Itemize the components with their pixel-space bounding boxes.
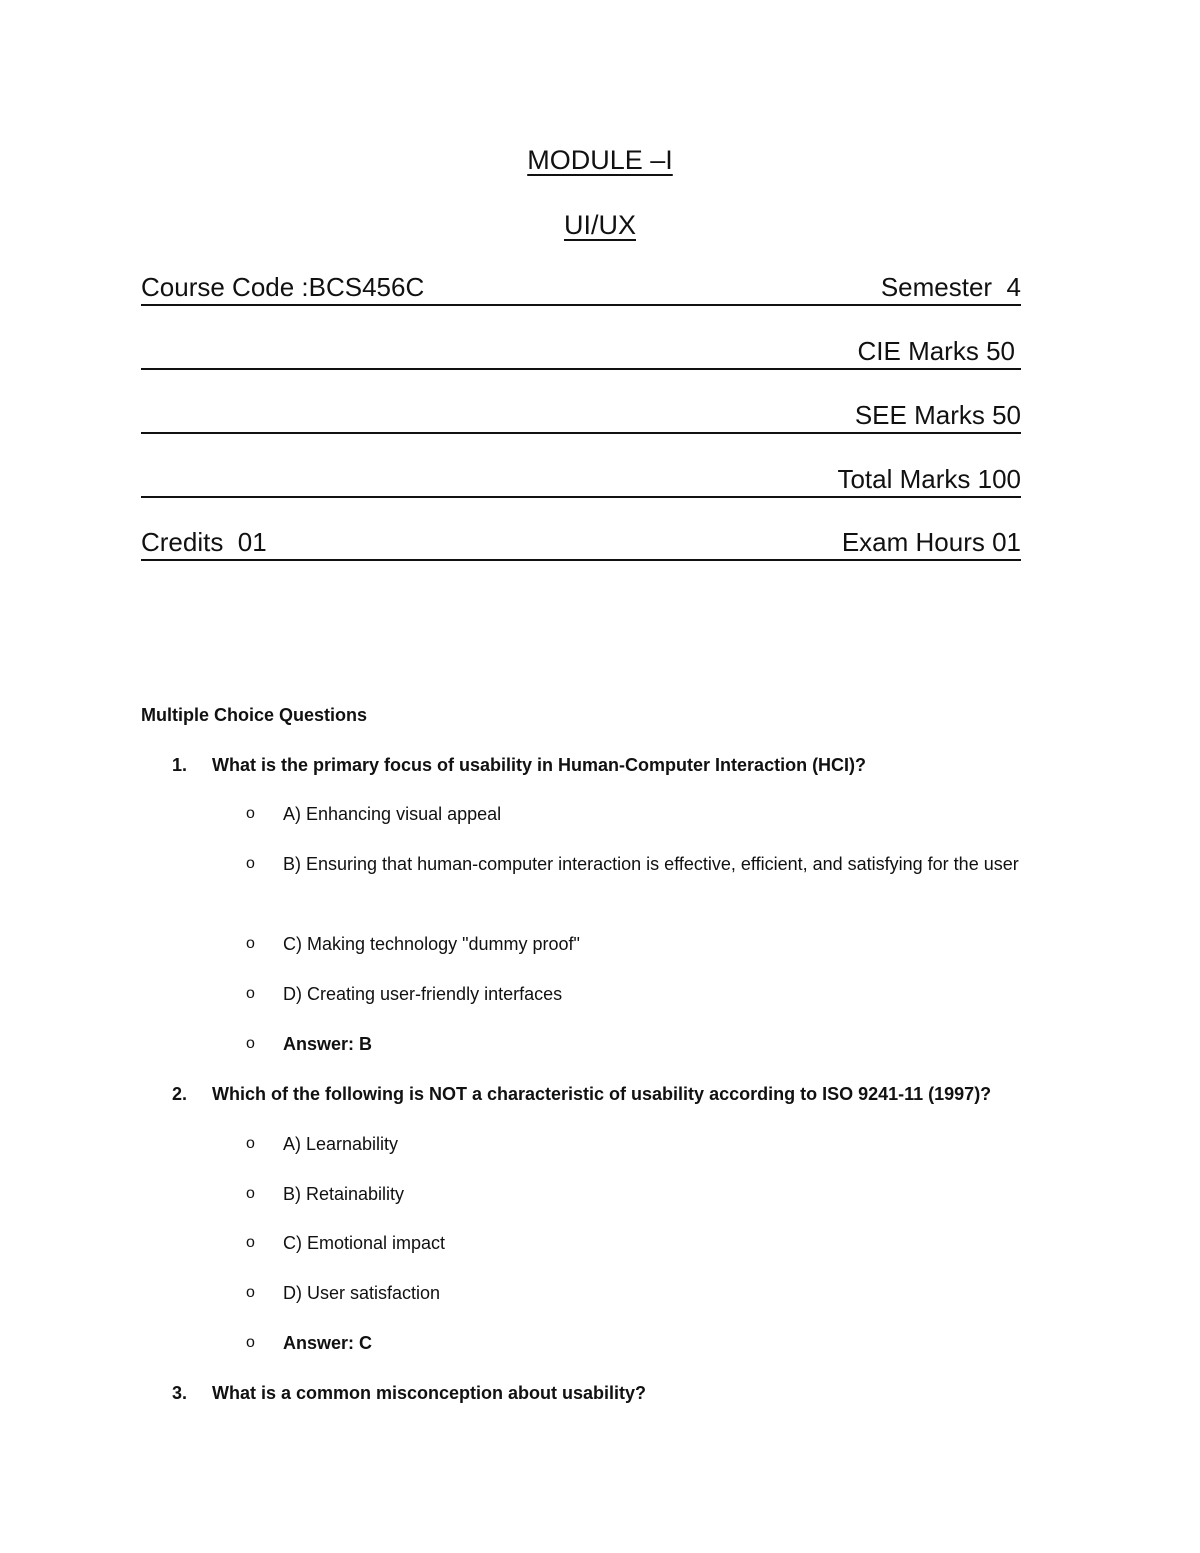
option-item [246,1179,1076,1209]
option-text: C) Making technology "dummy proof" [283,934,580,954]
subject-title [0,208,1200,242]
bullet-icon: o [246,855,255,872]
question-text: What is a common misconception about usability? [212,1383,647,1403]
bullet-icon: o [246,805,255,822]
course-code: Course Code :BCS456C [141,272,425,302]
option-text: A) Enhancing visual appeal [283,804,502,824]
cie-marks: CIE Marks 50 [857,336,1015,366]
subject-title-text: UI/UX [563,210,636,240]
credits: Credits 01 [141,527,267,557]
answer-item [246,1328,1076,1358]
answer-item [246,1029,1076,1059]
bullet-icon: o [246,1284,255,1301]
option-text: D) User satisfaction [283,1283,441,1303]
option-item [246,799,1076,829]
question-number: 3. [172,1383,188,1403]
question-number: 2. [172,1084,188,1104]
option-item [246,1278,1076,1308]
answer-text: Answer: B [283,1034,373,1054]
bullet-icon: o [246,1135,255,1152]
see-marks-row [141,398,1021,434]
option-text: A) Learnability [283,1134,399,1154]
option-item [246,979,1076,1009]
course-info-row [141,270,1021,306]
option-text: B) Retainability [283,1184,405,1204]
cie-marks-row [141,334,1021,370]
bullet-icon: o [246,1234,255,1251]
question-text: What is the primary focus of usability in Human-Computer Interaction (HCI)? [212,755,867,775]
bullet-icon: o [246,1334,255,1351]
section-title: Multiple Choice Questions [141,705,368,725]
module-title [0,143,1200,177]
option-item [246,1228,1076,1258]
option-item [246,1129,1076,1159]
option-text: B) Ensuring that human-computer interaction is effective, efficient, and satisfying for the user [283,854,1019,874]
total-marks-row [141,462,1021,498]
question-number: 1. [172,755,188,775]
bullet-icon: o [246,1035,255,1052]
semester: Semester 4 [880,272,1021,302]
bullet-icon: o [246,985,255,1002]
credits-row [141,525,1021,561]
question-text: Which of the following is NOT a characteristic of usability according to ISO 9241-11 (1997)? [212,1084,992,1104]
module-title-text: MODULE –I [527,145,673,175]
exam-hours: Exam Hours 01 [841,527,1021,557]
option-text: C) Emotional impact [283,1233,446,1253]
option-item [246,849,1076,879]
answer-text: Answer: C [283,1333,373,1353]
option-text: D) Creating user-friendly interfaces [283,984,563,1004]
option-item [246,929,1076,959]
bullet-icon: o [246,1185,255,1202]
total-marks: Total Marks 100 [837,464,1021,494]
see-marks: SEE Marks 50 [854,400,1021,430]
bullet-icon: o [246,935,255,952]
